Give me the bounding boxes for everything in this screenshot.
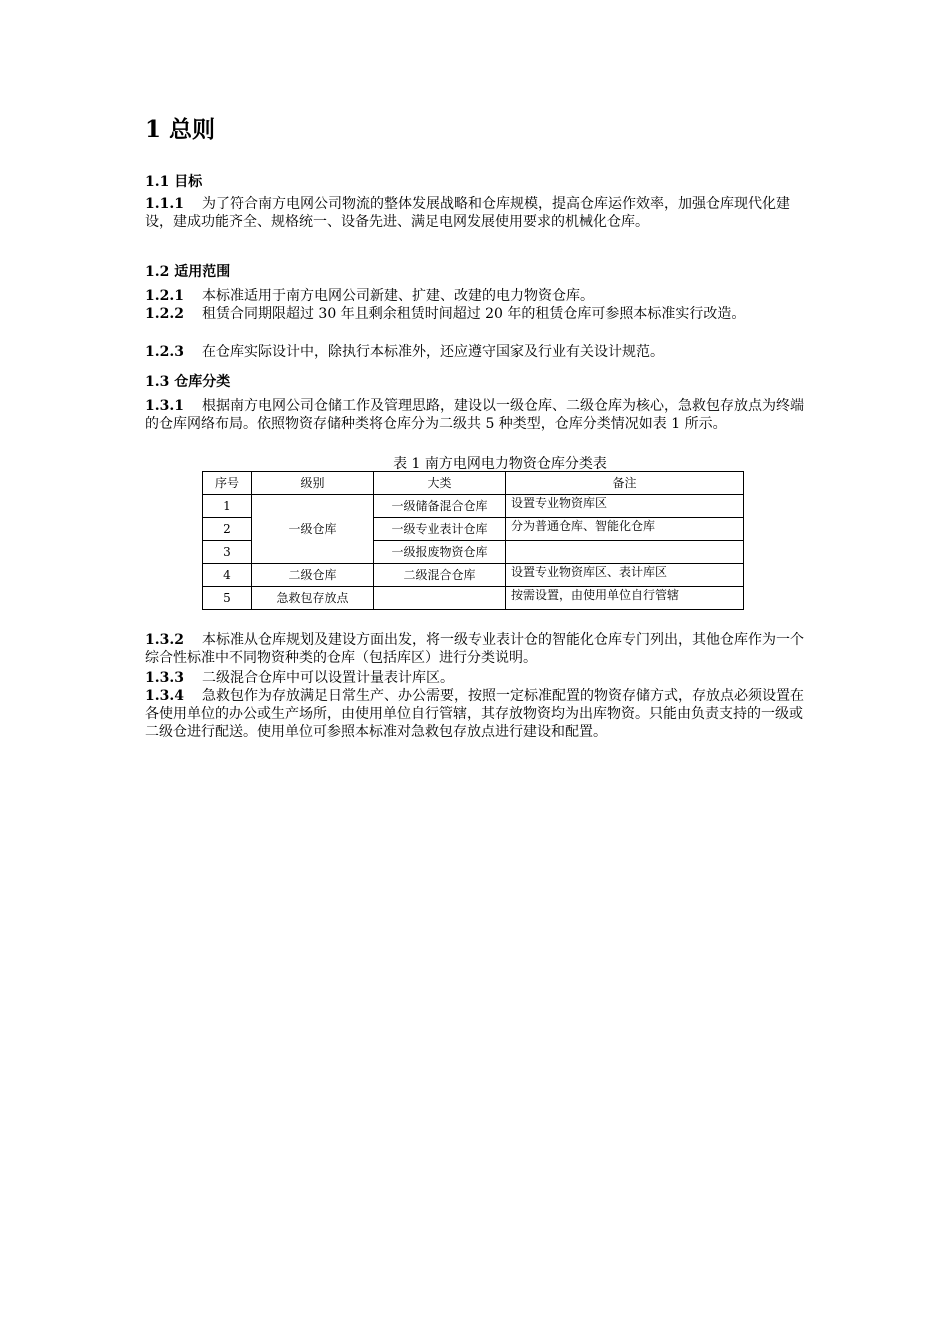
header-level: 级别 [252, 472, 374, 495]
clause-number: 1.3.3 [145, 670, 184, 686]
cell-level: 一级仓库 [252, 495, 374, 564]
clause-text: 本标准适用于南方电网公司新建、扩建、改建的电力物资仓库。 [201, 288, 594, 304]
cell-level: 急救包存放点 [252, 587, 374, 610]
clause-number: 1.2.2 [145, 306, 184, 322]
cell-note: 分为普通仓库、智能化仓库 [506, 518, 744, 541]
table-row [203, 564, 744, 587]
clause-number: 1.3.4 [145, 688, 184, 704]
cell-type: 二级混合仓库 [374, 564, 506, 587]
cell-type: 一级储备混合仓库 [374, 495, 506, 518]
clause-text: 二级混合仓库中可以设置计量表计库区。 [201, 670, 454, 686]
clause-number: 1.1.1 [145, 196, 184, 212]
paragraph-1-3-1 [145, 397, 810, 433]
cell-no: 1 [203, 495, 252, 518]
header-note: 备注 [506, 472, 744, 495]
cell-note: 按需设置，由使用单位自行管辖 [506, 587, 744, 610]
section-heading-1-1: 1.1 目标 [145, 174, 203, 190]
paragraph-1-3-3 [145, 669, 810, 687]
paragraph-1-2-1 [145, 287, 810, 305]
paragraph-1-3-4 [145, 687, 810, 741]
cell-type [374, 587, 506, 610]
cell-type: 一级专业表计仓库 [374, 518, 506, 541]
cell-no: 2 [203, 518, 252, 541]
table-row [203, 495, 744, 518]
cell-note [506, 541, 744, 564]
header-no: 序号 [203, 472, 252, 495]
chapter-title: 1 总则 [145, 116, 216, 143]
section-heading-1-3: 1.3 仓库分类 [145, 374, 231, 390]
clause-number: 1.2.1 [145, 288, 184, 304]
clause-number: 1.2.3 [145, 344, 184, 360]
paragraph-1-3-2 [145, 631, 810, 667]
cell-no: 4 [203, 564, 252, 587]
cell-level: 二级仓库 [252, 564, 374, 587]
clause-text: 根据南方电网公司仓储工作及管理思路，建设以一级仓库、二级仓库为核心，急救包存放点为终端的仓库网络布局。依照物资存储种类将仓库分为二级共 5 种类型，仓库分类情况如表 1 所示。 [145, 398, 804, 432]
paragraph-1-2-2 [145, 305, 810, 323]
clause-number: 1.3.2 [145, 632, 184, 648]
clause-text: 为了符合南方电网公司物流的整体发展战略和仓库规模，提高仓库运作效率，加强仓库现代化建设，建成功能齐全、规格统一、设备先进、满足电网发展使用要求的机械化仓库。 [145, 196, 790, 230]
cell-note: 设置专业物资库区、表计库区 [506, 564, 744, 587]
clause-text: 租赁合同期限超过 30 年且剩余租赁时间超过 20 年的租赁仓库可参照本标准实行改造。 [201, 306, 746, 322]
cell-type: 一级报废物资仓库 [374, 541, 506, 564]
table-row [203, 587, 744, 610]
clause-number: 1.3.1 [145, 398, 184, 414]
clause-text: 在仓库实际设计中，除执行本标准外，还应遵守国家及行业有关设计规范。 [201, 344, 664, 360]
cell-note: 设置专业物资库区 [506, 495, 744, 518]
cell-no: 3 [203, 541, 252, 564]
paragraph-1-1-1 [145, 195, 810, 231]
section-heading-1-2: 1.2 适用范围 [145, 264, 231, 280]
clause-text: 急救包作为存放满足日常生产、办公需要，按照一定标准配置的物资存储方式，存放点必须设置在各使用单位的办公或生产场所，由使用单位自行管辖，其存放物资均为出库物资。只能由负责支持的一级或二级仓进行配送。使用单位可参照本标准对急救包存放点进行建设和配置。 [145, 688, 804, 740]
clause-text: 本标准从仓库规划及建设方面出发，将一级专业表计仓的智能化仓库专门列出，其他仓库作为一个综合性标准中不同物资种类的仓库（包括库区）进行分类说明。 [145, 632, 804, 666]
warehouse-classification-table [202, 471, 744, 610]
header-type: 大类 [374, 472, 506, 495]
cell-no: 5 [203, 587, 252, 610]
table-caption: 表 1 南方电网电力物资仓库分类表 [393, 456, 607, 472]
paragraph-1-2-3 [145, 343, 810, 361]
table-header-row [203, 472, 744, 495]
